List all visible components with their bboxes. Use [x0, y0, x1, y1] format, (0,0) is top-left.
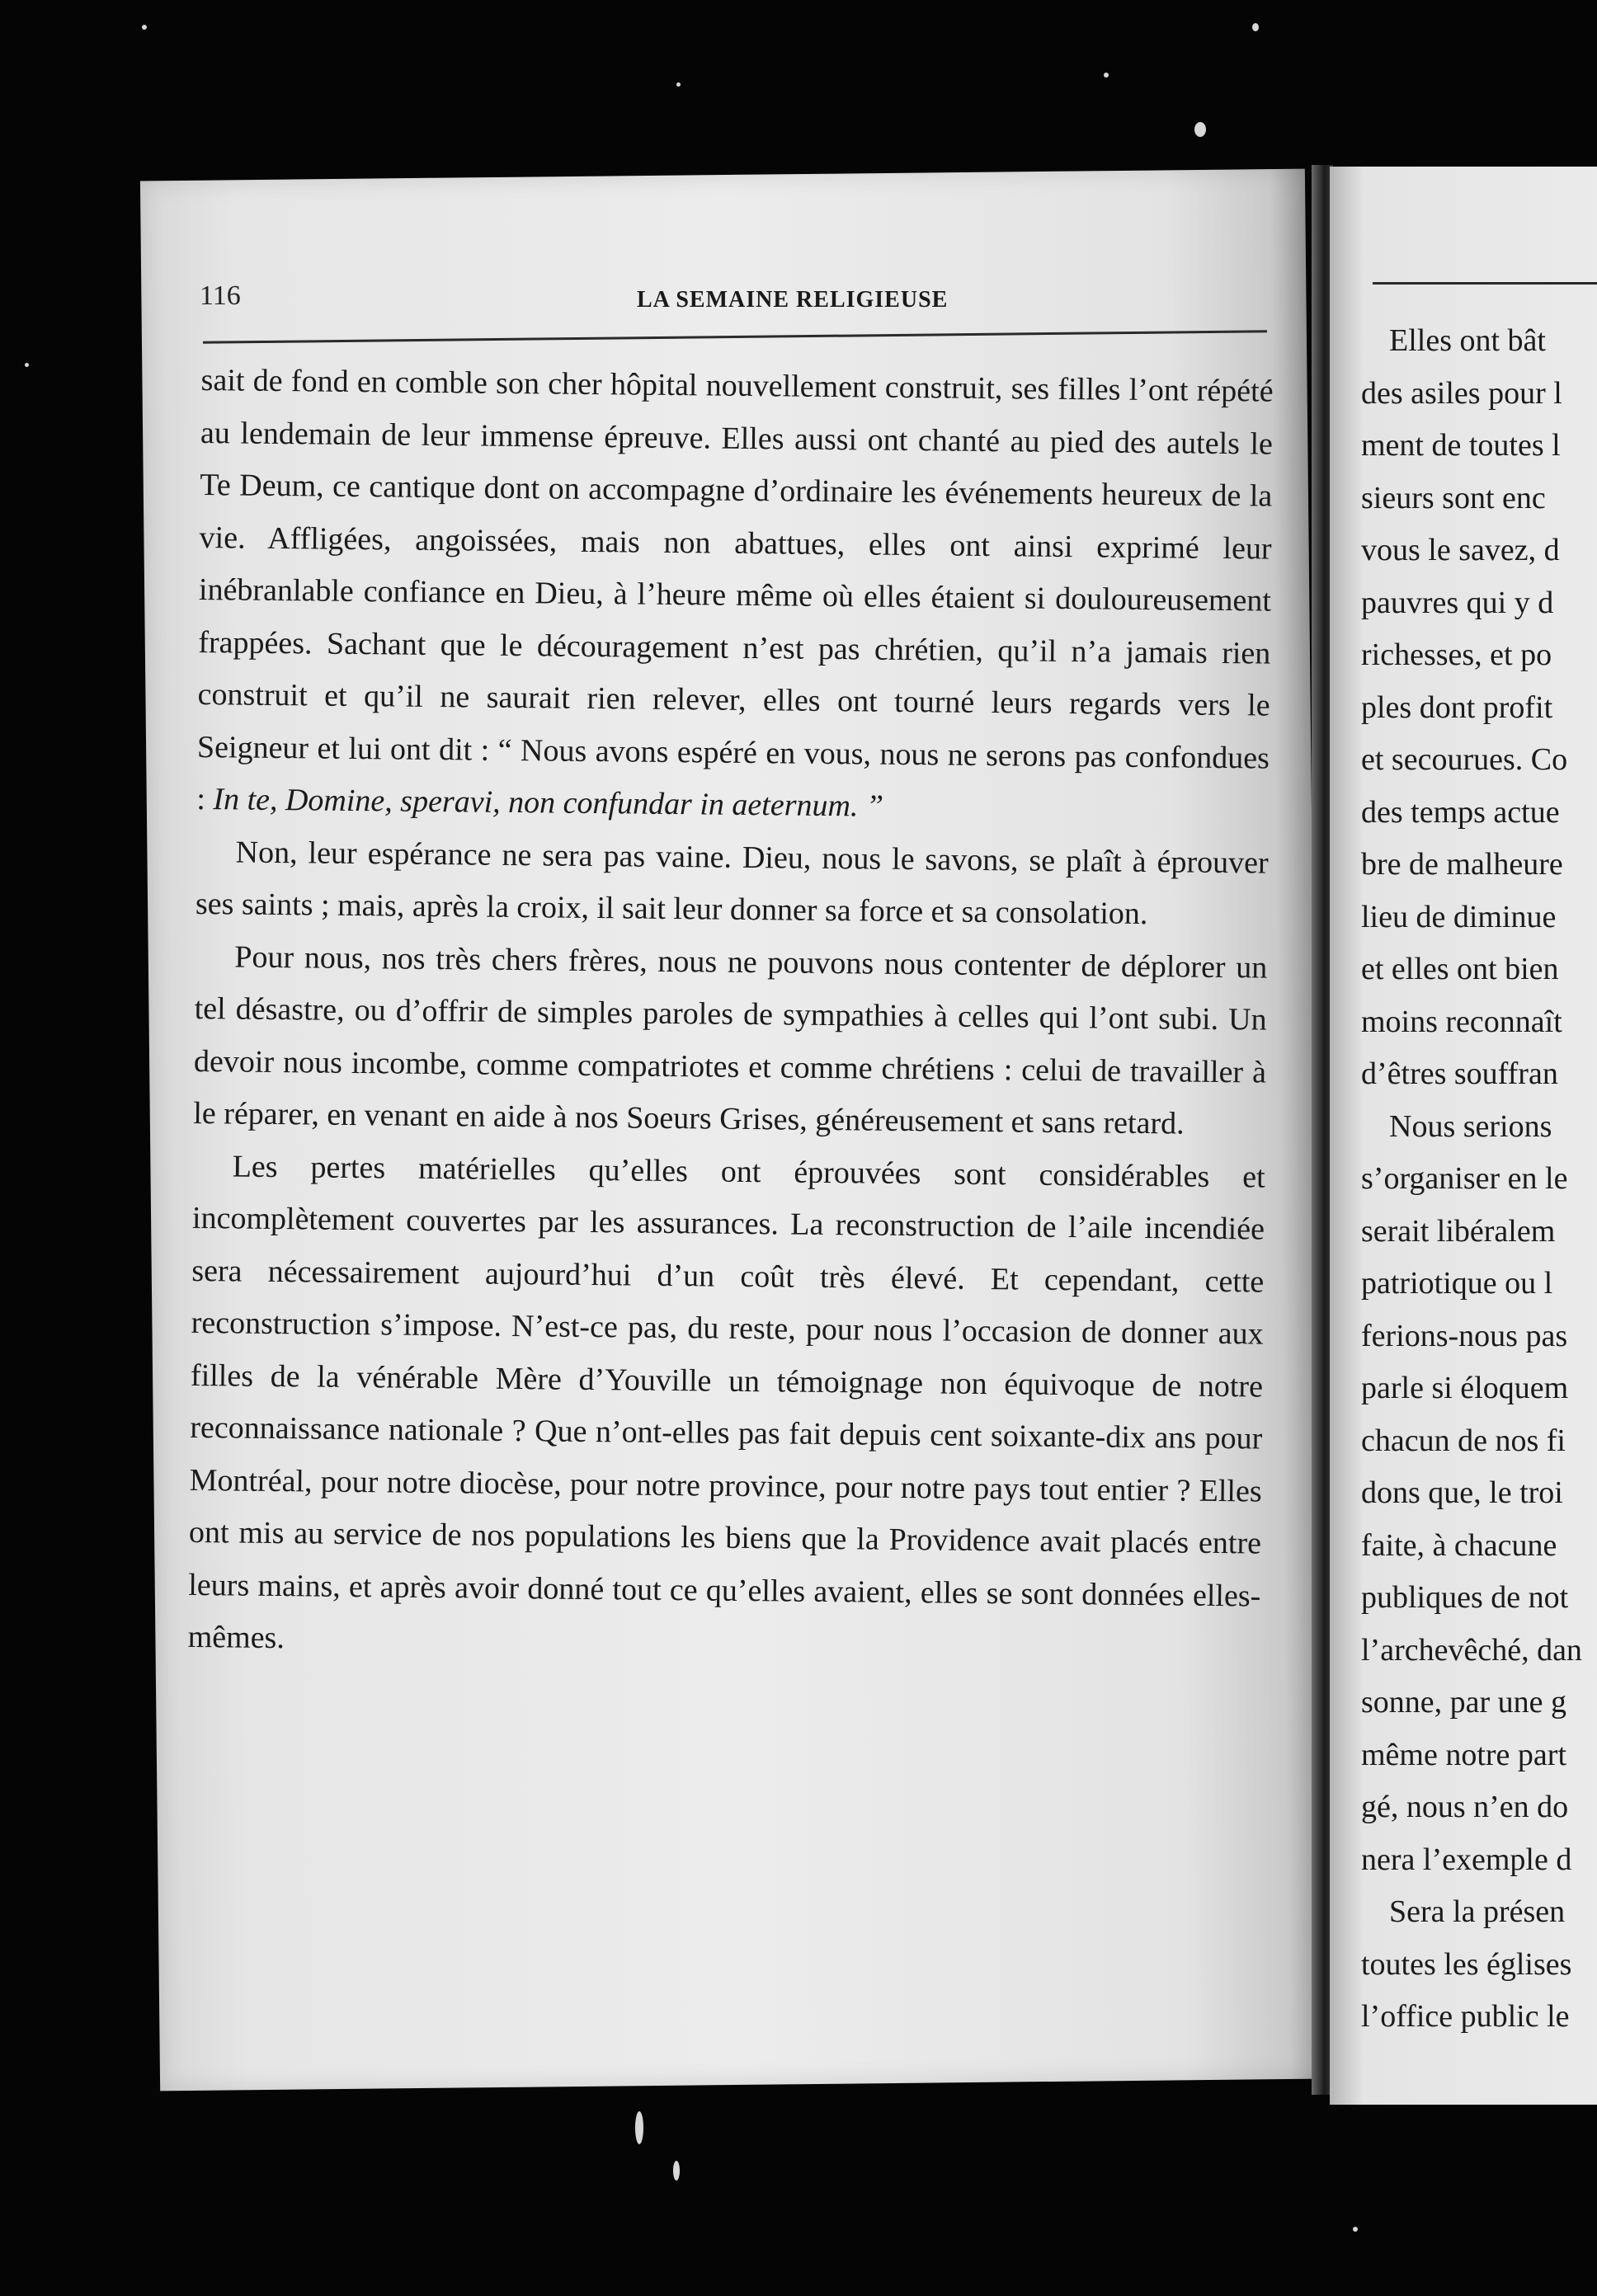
film-speck — [1104, 73, 1109, 78]
right-page-line: même notre part — [1361, 1737, 1567, 1772]
right-page-line: sieurs sont enc — [1361, 480, 1546, 515]
right-page-text — [1361, 315, 1597, 2044]
right-page-line: bre de malheure — [1361, 847, 1563, 882]
right-page-line: Elles ont bât — [1389, 323, 1546, 358]
latin-quote: In te, Domine, speravi, non confundar in aeternum. ” — [213, 782, 884, 824]
page-number: 116 — [200, 280, 241, 311]
right-page-line: l’archevêché, dan — [1361, 1632, 1582, 1668]
right-page-line: et secourues. Co — [1361, 742, 1568, 777]
right-page-line: parle si éloquem — [1361, 1371, 1569, 1405]
paragraph: Non, leur espérance ne sera pas vaine. Dieu, nous le savons, se plaît à éprouver ses saints ; mais, après la croix, il sait leur donner sa force et sa consolation. — [195, 834, 1269, 932]
right-page-line: ples dont profit — [1361, 689, 1553, 725]
right-page-line: faite, à chacune — [1361, 1527, 1557, 1563]
right-page-line: vous le savez, d — [1361, 533, 1560, 567]
right-page-line: et elles ont bien — [1361, 952, 1559, 986]
paragraph — [196, 355, 1274, 837]
paragraph-text: sait de fond en comble son cher hôpital nouvellement construit, ses filles l’ont répété au lendemain de leur immense épreuve. Elles aussi ont chanté au pied des autels le Te Deum, ce cantique dont on accompagne d’ordinaire les événements heureux de la vie. Affligées, angoissées, mais non abattues, elles ont ainsi exprimé leur inébranlable confiance en Dieu, à l’heure même où elles étaient si douloureusement frappées. Sachant que le découragement n’est pas chrétien, qu’il n’a jamais rien construit et qu’il ne saurait rien relever, elles ont tourné leurs regards vers le Seigneur et lui ont dit : “ Nous avons espéré en vous, nous ne serons pas confondues : — [196, 362, 1274, 817]
right-page-line: lieu de diminue — [1361, 899, 1557, 934]
paragraph: Pour nous, nos très chers frères, nous ne pouvons nous contenter de déplorer un tel désastre, ou d’offrir de simples paroles de sympathies à celles qui l’ont subi. Un devoir nous incombe, comme compatriotes et comme chrétiens : celui de travailler à le réparer, en venant en aide à nos Soeurs Grises, généreusement et sans retard. — [193, 939, 1268, 1141]
header-rule — [1373, 282, 1597, 285]
film-speck — [1353, 2227, 1358, 2232]
film-speck — [25, 363, 29, 367]
right-page-line: Sera la présen — [1389, 1894, 1566, 1929]
right-page-line: nera l’exemple d — [1361, 1842, 1572, 1877]
running-head: LA SEMAINE RELIGIEUSE — [637, 287, 949, 313]
right-page-line: l’office public le — [1361, 1999, 1570, 2034]
right-page-line: ferions-nous pas — [1361, 1318, 1568, 1353]
right-page-line: s’organiser en le — [1361, 1161, 1568, 1196]
body-text — [187, 355, 1274, 1675]
right-page-line: toutes les églises — [1361, 1946, 1572, 1982]
right-page-line: patriotique ou l — [1361, 1266, 1553, 1301]
right-page-line: serait libéralem — [1361, 1213, 1556, 1249]
right-page-line: publiques de not — [1361, 1580, 1569, 1615]
right-page-line: Nous serions — [1389, 1108, 1552, 1144]
right-page — [1330, 167, 1597, 2105]
right-page-line: moins reconnaît — [1361, 1004, 1562, 1039]
right-page-line: sonne, par une g — [1361, 1685, 1567, 1720]
right-page-line: dons que, le troi — [1361, 1475, 1563, 1510]
paragraph: Les pertes matérielles qu’elles ont éprouvées sont considérables et incomplètement couvertes par les assurances. La reconstruction de l’aile incendiée sera nécessairement aujourd’hui d’un coût très élevé. Et cependant, cette reconstruction s’impose. N’est-ce pas, du reste, pour nous l’occasion de donner aux filles de la vénérable Mère d’Youville un témoignage non équivoque de notre reconnaissance nationale ? Que n’ont-elles pas fait depuis cent soixante-dix ans pour Montréal, pour notre diocèse, pour notre province, pour notre pays tout entier ? Elles ont mis au service de nos populations les biens que la Providence avait placés entre leurs mains, et après avoir donné tout ce qu’elles avaient, elles se sont données elles-mêmes. — [187, 1148, 1265, 1656]
film-speck — [1252, 23, 1259, 31]
right-page-line: ment de toutes l — [1361, 428, 1561, 463]
film-speck — [676, 82, 681, 87]
film-speck — [635, 2111, 643, 2144]
right-page-line: d’êtres souffran — [1361, 1056, 1558, 1091]
right-page-line: richesses, et po — [1361, 638, 1552, 672]
right-page-line: des temps actue — [1361, 794, 1560, 830]
right-page-line: pauvres qui y d — [1361, 585, 1554, 620]
film-speck — [142, 25, 147, 30]
right-page-line: chacun de nos fi — [1361, 1423, 1566, 1458]
film-speck — [673, 2161, 680, 2181]
right-page-line: des asiles pour l — [1361, 375, 1562, 411]
right-page-line: gé, nous n’en do — [1361, 1790, 1569, 1824]
film-speck — [1194, 122, 1206, 137]
